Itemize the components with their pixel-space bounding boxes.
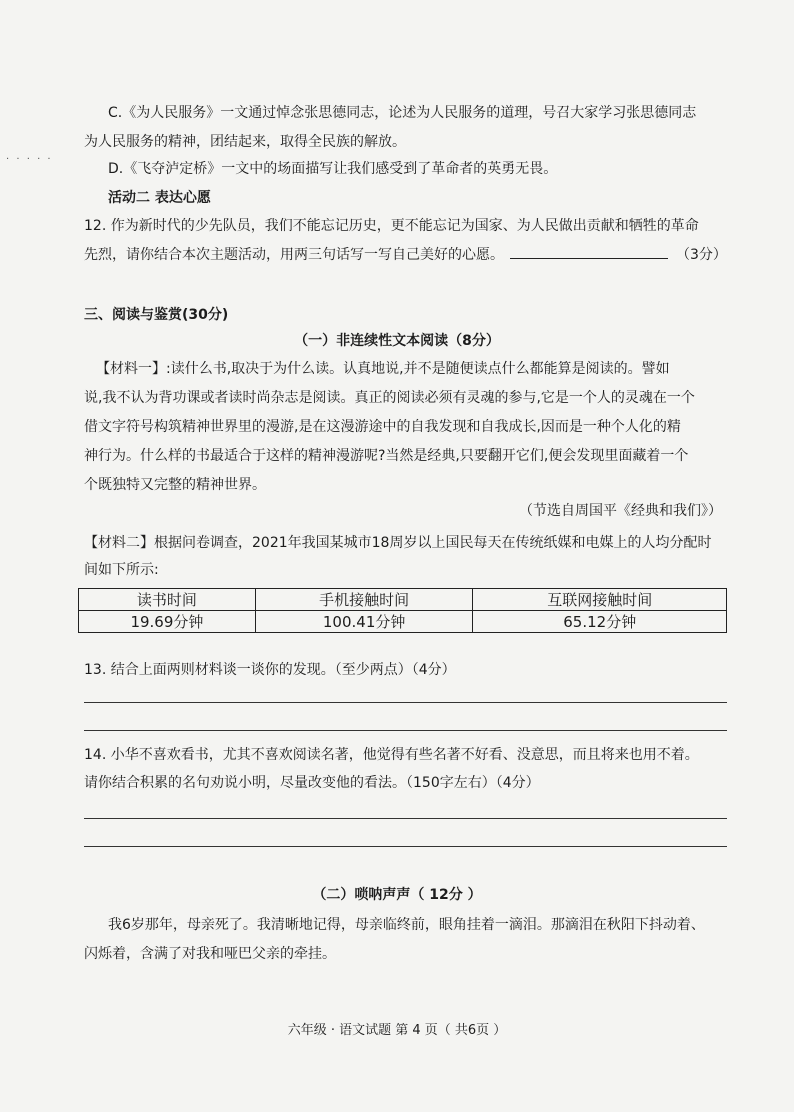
part2-title: （二）唢呐声声（ 12分 ） <box>312 887 482 903</box>
q13: 13. 结合上面两则材料谈一谈你的发现。（至少两点）（4分） <box>84 662 456 678</box>
q12-line1: 12. 作为新时代的少先队员，我们不能忘记历史，更不能忘记为国家、为人民做出贡献和牺牲的革命 <box>84 218 699 234</box>
part1-title: （一）非连续性文本阅读（8分） <box>294 333 500 349</box>
table-row <box>79 589 727 611</box>
material2-line2: 间如下所示: <box>84 562 159 578</box>
value-phone-time: 100.41分钟 <box>255 611 473 633</box>
material2-line1: 【材料二】根据问卷调查，2021年我国某城市18周岁以上国民每天在传统纸媒和电媒上的人均分配时 <box>84 535 712 551</box>
table-row <box>79 611 727 633</box>
story-line1: 我6岁那年，母亲死了。我清晰地记得，母亲临终前，眼角挂着一滴泪。那滴泪在秋阳下抖动着、 <box>108 917 705 933</box>
q12-score: （3分） <box>676 247 727 263</box>
section3-heading: 三、阅读与鉴赏(30分) <box>84 307 229 323</box>
q14-answer-line-1[interactable] <box>84 818 727 819</box>
material1-line3: 借文字符号构筑精神世界里的漫游,是在这漫游途中的自我发现和自我成长,因而是一种个人化的精 <box>84 419 681 435</box>
page-footer: 六年级 · 语文试题 第 4 页（ 共6页 ） <box>287 1023 507 1038</box>
q12-answer-blank[interactable] <box>510 244 668 259</box>
q14-line2: 请你结合积累的名句劝说小明，尽量改变他的看法。（150字左右）（4分） <box>84 775 540 791</box>
story-line2: 闪烁着，含满了对我和哑巴父亲的牵挂。 <box>84 946 336 962</box>
q12-line2 <box>84 244 727 265</box>
survey-table <box>78 588 727 633</box>
header-reading-time: 读书时间 <box>79 589 256 611</box>
header-phone-time: 手机接触时间 <box>255 589 473 611</box>
q14-line1: 14. 小华不喜欢看书，尤其不喜欢阅读名著，他觉得有些名著不好看、没意思，而且将来也用不着。 <box>84 747 699 763</box>
q13-answer-line-1[interactable] <box>84 702 727 703</box>
material1-line5: 个既独特又完整的精神世界。 <box>84 477 266 493</box>
value-reading-time: 19.69分钟 <box>79 611 256 633</box>
option-c-line1: C.《为人民服务》一文通过悼念张思德同志，论述为人民服务的道理，号召大家学习张思德同志 <box>108 105 697 121</box>
material1-line4: 神行为。什么样的书最适合于这样的精神漫游呢?当然是经典,只要翻开它们,便会发现里面藏着一个 <box>84 448 689 464</box>
value-internet-time: 65.12分钟 <box>473 611 727 633</box>
material1-line1: 【材料一】:读什么书,取决于为什么读。认真地说,并不是随便读点什么都能算是阅读的。譬如 <box>96 361 670 377</box>
option-d-line: D.《飞夺泸定桥》一文中的场面描写让我们感受到了革命者的英勇无畏。 <box>108 161 558 177</box>
option-c-line2: 为人民服务的精神，团结起来，取得全民族的解放。 <box>84 134 406 150</box>
material1-line2: 说,我不认为背功课或者读时尚杂志是阅读。真正的阅读必须有灵魂的参与,它是一个人的灵魂在一个 <box>84 390 695 406</box>
q12-text: 先烈，请你结合本次主题活动，用两三句话写一写自己美好的心愿。 <box>84 247 504 263</box>
q13-answer-line-2[interactable] <box>84 730 727 731</box>
margin-dots: · · · · · <box>6 154 53 165</box>
q14-answer-line-2[interactable] <box>84 846 727 847</box>
activity2-heading: 活动二 表达心愿 <box>108 190 211 206</box>
material1-source: （节选自周国平《经典和我们》） <box>519 503 722 519</box>
header-internet-time: 互联网接触时间 <box>473 589 727 611</box>
